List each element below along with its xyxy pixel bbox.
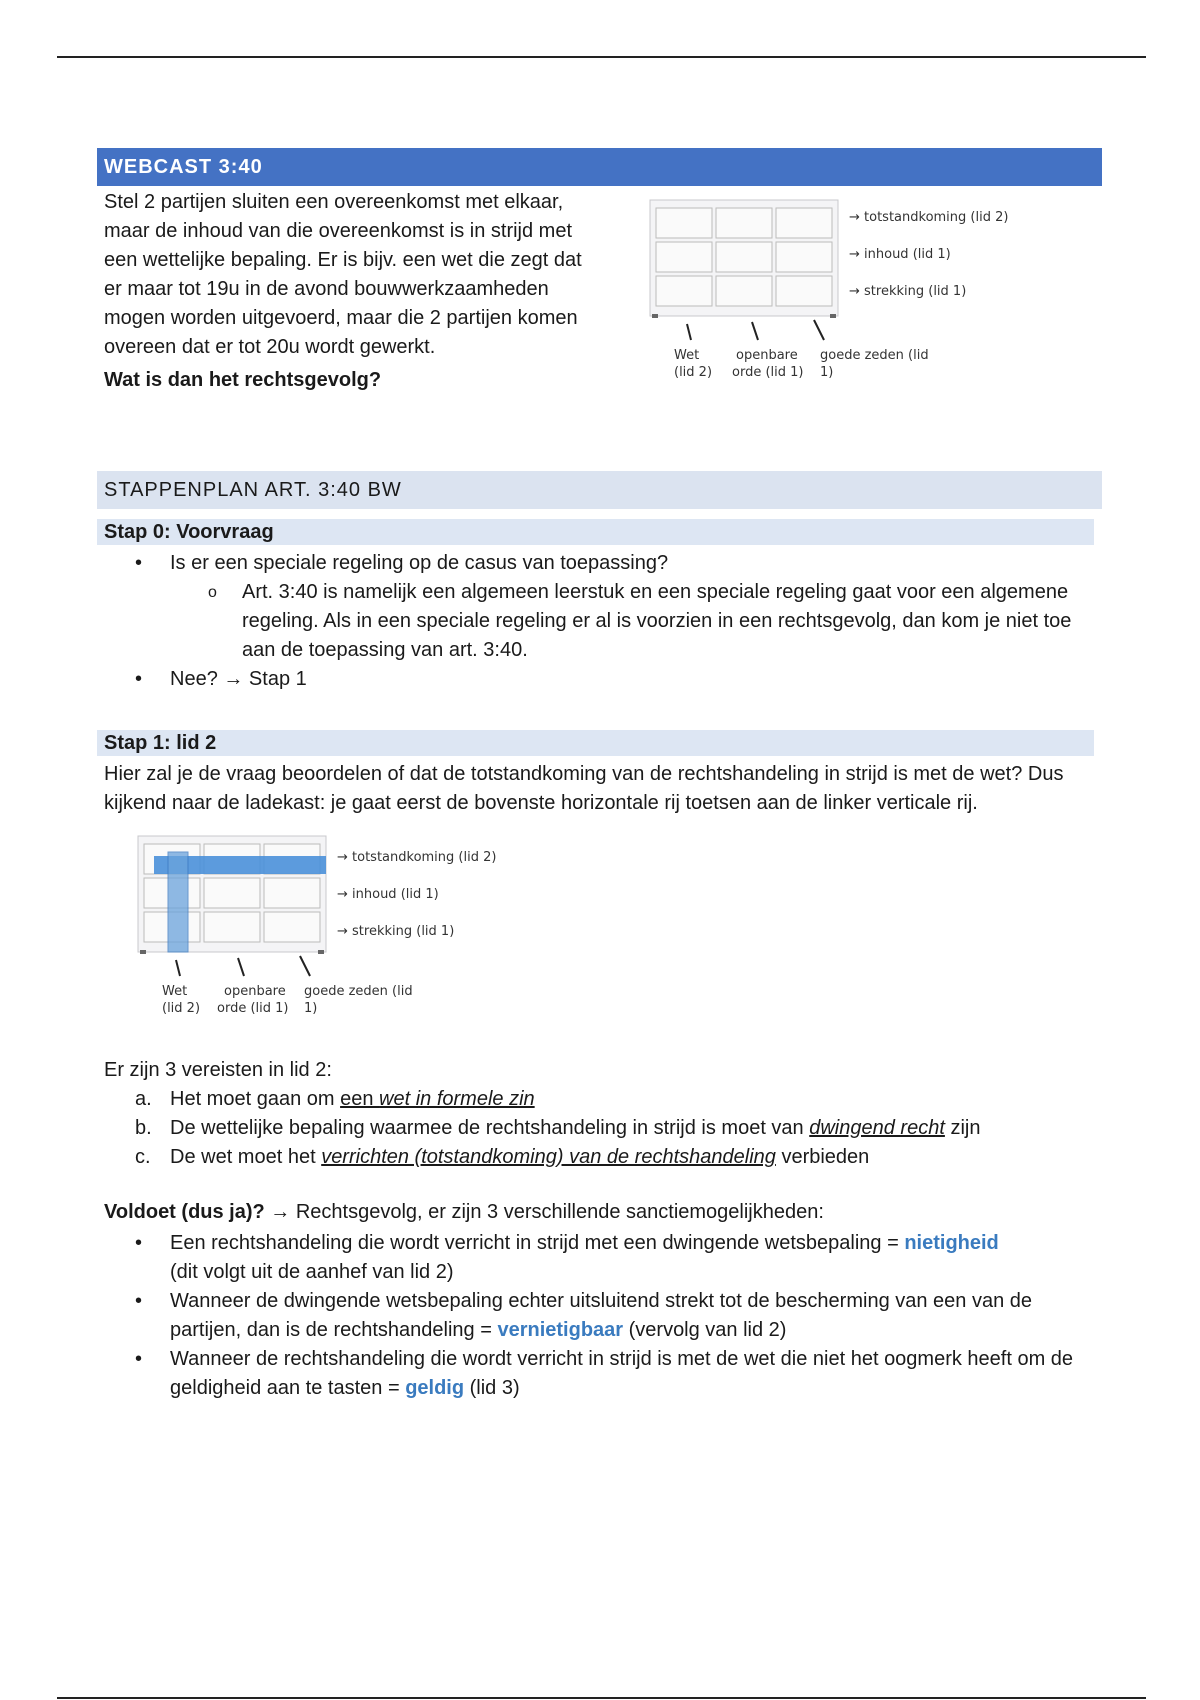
ladekast-figure xyxy=(644,196,1044,396)
row-label: → totstandkoming (lid 2) xyxy=(337,850,497,865)
stappenplan-banner: STAPPENPLAN ART. 3:40 BW xyxy=(97,471,1102,509)
list-item: b. De wettelijke bepaling waarmee de rechtshandeling in strijd is moet van dwingend recht zijn xyxy=(135,1117,981,1139)
col-label: (lid 2) xyxy=(674,365,713,380)
row-label: → inhoud (lid 1) xyxy=(849,247,951,262)
stap1-heading: Stap 1: lid 2 xyxy=(97,730,1094,756)
document-body xyxy=(97,148,1102,1403)
col-label: orde (lid 1) xyxy=(217,1001,289,1016)
vereisten-intro: Er zijn 3 vereisten in lid 2: xyxy=(104,1059,332,1081)
col-label: openbare xyxy=(224,984,286,999)
stap1-paragraph: Hier zal je de vraag beoordelen of dat de totstandkoming van de rechtshandeling in strijd is met de wet? Dus kijkend naar de ladekast: je gaat eerst de bovenste horizontale rij toetsen aan de linker verticale rij. xyxy=(104,763,1064,814)
list-item: • Wanneer de dwingende wetsbepaling echter uitsluitend strekt tot de bescherming van een van de partijen, dan is de rechtshandeling = vernietigbaar (vervolg van lid 2) xyxy=(97,1287,1102,1345)
list-item: c. De wet moet het verrichten (totstandkoming) van de rechtshandeling verbieden xyxy=(135,1146,870,1168)
intro-paragraph: Stel 2 partijen sluiten een overeenkomst met elkaar, maar de inhoud van die overeenkomst is in strijd met een wettelijke bepaling. Er is bijv. een wet die zegt dat er maar tot 19u in de avond bouwwerkzaamheden mogen worden uitgevoerd, maar die 2 partijen komen overeen dat er tot 20u wordt gewerkt. xyxy=(104,191,582,358)
row-label: → strekking (lid 1) xyxy=(337,924,455,939)
col-label: Wet xyxy=(674,348,700,363)
col-label: 1) xyxy=(820,365,834,380)
webcast-intro xyxy=(97,188,1102,401)
col-label: 1) xyxy=(304,1001,318,1016)
col-label: (lid 2) xyxy=(162,1001,201,1016)
stap0-heading: Stap 0: Voorvraag xyxy=(97,519,1094,545)
row-label: → totstandkoming (lid 2) xyxy=(849,210,1009,225)
list-item: a. Het moet gaan om een wet in formele zin xyxy=(135,1088,535,1110)
col-label: goede zeden (lid xyxy=(304,984,413,999)
voldoet-line: Voldoet (dus ja)? → Rechtsgevolg, er zijn 3 verschillende sanctiemogelijkheden: xyxy=(104,1201,824,1223)
sub-list-item: o Art. 3:40 is namelijk een algemeen leerstuk en een speciale regeling gaat voor een algemene regeling. Als in een speciale regeling er al is voorzien in een rechtsgevolg, dan kom je niet toe aan de toepassing van art. 3:40. xyxy=(170,578,1102,665)
col-label: goede zeden (lid xyxy=(820,348,929,363)
list-item: • Wanneer de rechtshandeling die wordt verricht in strijd is met de wet die niet het oogmerk heeft om de geldigheid aan te tasten = geldig (lid 3) xyxy=(97,1345,1102,1403)
list-item: • Een rechtshandeling die wordt verricht in strijd met een dwingende wetsbepaling = nietigheid (dit volgt uit de aanhef van lid 2) xyxy=(97,1229,1102,1287)
row-label: → strekking (lid 1) xyxy=(849,284,967,299)
row-label: → inhoud (lid 1) xyxy=(337,887,439,902)
bottom-rule xyxy=(57,1697,1146,1699)
ladekast-figure-highlighted xyxy=(132,828,552,1048)
col-label: orde (lid 1) xyxy=(732,365,804,380)
webcast-banner: WEBCAST 3:40 xyxy=(97,148,1102,186)
top-rule xyxy=(57,56,1146,58)
list-item: • Is er een speciale regeling op de casus van toepassing? o Art. 3:40 is namelijk een algemeen leerstuk en een speciale regeling gaat voor een algemene regeling. Als in een speciale regeling er al is voorzien in een rechtsgevolg, dan kom je niet toe aan de toepassing van art. 3:40. xyxy=(97,549,1102,665)
intro-question: Wat is dan het rechtsgevolg? xyxy=(104,369,382,391)
list-item: • Nee? → Stap 1 xyxy=(97,665,1102,694)
highlight-column xyxy=(168,852,188,952)
col-label: Wet xyxy=(162,984,188,999)
col-label: openbare xyxy=(736,348,798,363)
